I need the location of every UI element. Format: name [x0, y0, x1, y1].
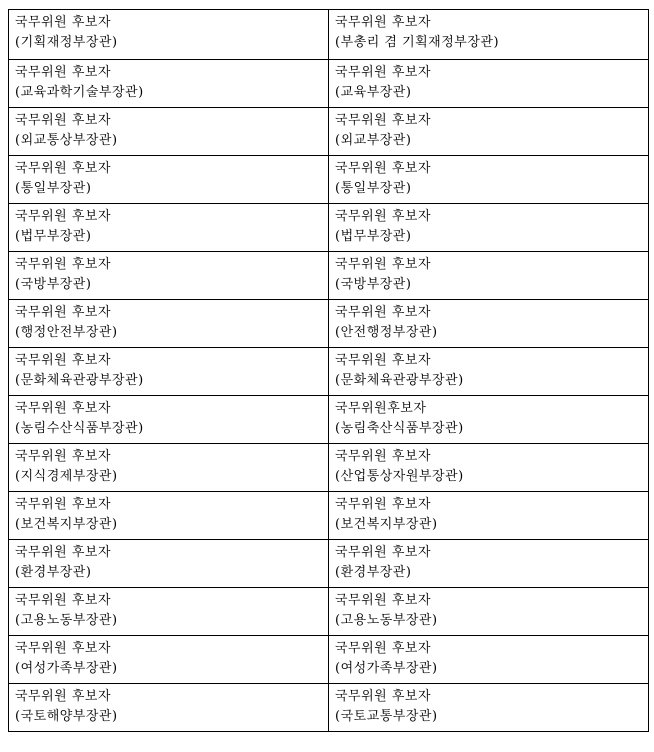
cell-title: 국무위원 후보자 [15, 161, 112, 176]
table-row [9, 252, 649, 300]
cell-title: 국무위원 후보자 [335, 161, 432, 176]
cell-ministry: (문화체육관광부장관) [15, 373, 144, 388]
cell-title: 국무위원 후보자 [335, 689, 432, 704]
cell-ministry: (산업통상자원부장관) [335, 469, 464, 484]
cell-title: 국무위원후보자 [335, 401, 427, 416]
table-row [9, 348, 649, 396]
right-cell [329, 492, 649, 540]
left-cell [9, 60, 329, 108]
cell-title: 국무위원 후보자 [15, 449, 112, 464]
cell-ministry: (농림축산식품부장관) [335, 421, 464, 436]
table-row [9, 60, 649, 108]
cell-ministry: (부총리 겸 기획재정부장관) [335, 35, 500, 50]
left-cell [9, 156, 329, 204]
cell-ministry: (여성가족부장관) [335, 661, 438, 676]
table-row [9, 540, 649, 588]
cell-ministry: (농림수산식품부장관) [15, 421, 144, 436]
cell-ministry: (환경부장관) [335, 565, 412, 580]
cell-ministry: (지식경제부장관) [15, 469, 118, 484]
cell-ministry: (환경부장관) [15, 565, 92, 580]
right-cell [329, 540, 649, 588]
table-row [9, 10, 649, 60]
cell-ministry: (고용노동부장관) [335, 613, 438, 628]
right-cell [329, 252, 649, 300]
right-cell [329, 156, 649, 204]
left-cell [9, 444, 329, 492]
cell-ministry: (국방부장관) [15, 277, 92, 292]
cell-ministry: (문화체육관광부장관) [335, 373, 464, 388]
cell-ministry: (안전행정부장관) [335, 325, 438, 340]
cell-title: 국무위원 후보자 [335, 641, 432, 656]
cell-title: 국무위원 후보자 [335, 449, 432, 464]
cell-title: 국무위원 후보자 [15, 209, 112, 224]
cell-title: 국무위원 후보자 [15, 641, 112, 656]
table-row [9, 588, 649, 636]
cell-ministry: (통일부장관) [335, 181, 412, 196]
cell-title: 국무위원 후보자 [335, 353, 432, 368]
table-row [9, 636, 649, 684]
cell-title: 국무위원 후보자 [15, 353, 112, 368]
cell-ministry: (보건복지부장관) [15, 517, 118, 532]
table-row [9, 204, 649, 252]
cell-title: 국무위원 후보자 [15, 401, 112, 416]
cell-ministry: (국방부장관) [335, 277, 412, 292]
cell-title: 국무위원 후보자 [335, 15, 432, 30]
left-cell [9, 588, 329, 636]
cell-title: 국무위원 후보자 [15, 65, 112, 80]
right-cell [329, 108, 649, 156]
cell-title: 국무위원 후보자 [15, 113, 112, 128]
cell-ministry: (통일부장관) [15, 181, 92, 196]
table-row [9, 684, 649, 732]
cell-title: 국무위원 후보자 [335, 65, 432, 80]
table-row [9, 444, 649, 492]
right-cell [329, 300, 649, 348]
cell-ministry: (외교통상부장관) [15, 133, 118, 148]
left-cell [9, 204, 329, 252]
cell-title: 국무위원 후보자 [15, 689, 112, 704]
cell-ministry: (교육과학기술부장관) [15, 85, 144, 100]
minister-comparison-table [8, 9, 649, 732]
right-cell [329, 348, 649, 396]
cell-ministry: (교육부장관) [335, 85, 412, 100]
left-cell [9, 252, 329, 300]
cell-title: 국무위원 후보자 [335, 113, 432, 128]
left-cell [9, 636, 329, 684]
cell-title: 국무위원 후보자 [15, 545, 112, 560]
left-cell [9, 684, 329, 732]
right-cell [329, 60, 649, 108]
left-cell [9, 396, 329, 444]
table-row [9, 300, 649, 348]
cell-title: 국무위원 후보자 [335, 257, 432, 272]
right-cell [329, 396, 649, 444]
right-cell [329, 10, 649, 60]
right-cell [329, 588, 649, 636]
cell-title: 국무위원 후보자 [335, 209, 432, 224]
right-cell [329, 204, 649, 252]
left-cell [9, 10, 329, 60]
cell-ministry: (법무부장관) [335, 229, 412, 244]
cell-title: 국무위원 후보자 [15, 305, 112, 320]
right-cell [329, 636, 649, 684]
cell-title: 국무위원 후보자 [15, 497, 112, 512]
cell-title: 국무위원 후보자 [335, 305, 432, 320]
cell-title: 국무위원 후보자 [15, 15, 112, 30]
cell-ministry: (법무부장관) [15, 229, 92, 244]
cell-title: 국무위원 후보자 [335, 497, 432, 512]
left-cell [9, 540, 329, 588]
left-cell [9, 300, 329, 348]
table-row [9, 156, 649, 204]
left-cell [9, 492, 329, 540]
table-row [9, 492, 649, 540]
cell-ministry: (국토교통부장관) [335, 709, 438, 724]
cell-title: 국무위원 후보자 [15, 593, 112, 608]
right-cell [329, 444, 649, 492]
cell-title: 국무위원 후보자 [335, 593, 432, 608]
cell-ministry: (보건복지부장관) [335, 517, 438, 532]
table-row [9, 108, 649, 156]
cell-title: 국무위원 후보자 [335, 545, 432, 560]
cell-ministry: (행정안전부장관) [15, 325, 118, 340]
cell-ministry: (기획재정부장관) [15, 35, 118, 50]
right-cell [329, 684, 649, 732]
cell-ministry: (여성가족부장관) [15, 661, 118, 676]
table-row [9, 396, 649, 444]
cell-ministry: (고용노동부장관) [15, 613, 118, 628]
cell-title: 국무위원 후보자 [15, 257, 112, 272]
cell-ministry: (외교부장관) [335, 133, 412, 148]
left-cell [9, 348, 329, 396]
cell-ministry: (국토해양부장관) [15, 709, 118, 724]
left-cell [9, 108, 329, 156]
